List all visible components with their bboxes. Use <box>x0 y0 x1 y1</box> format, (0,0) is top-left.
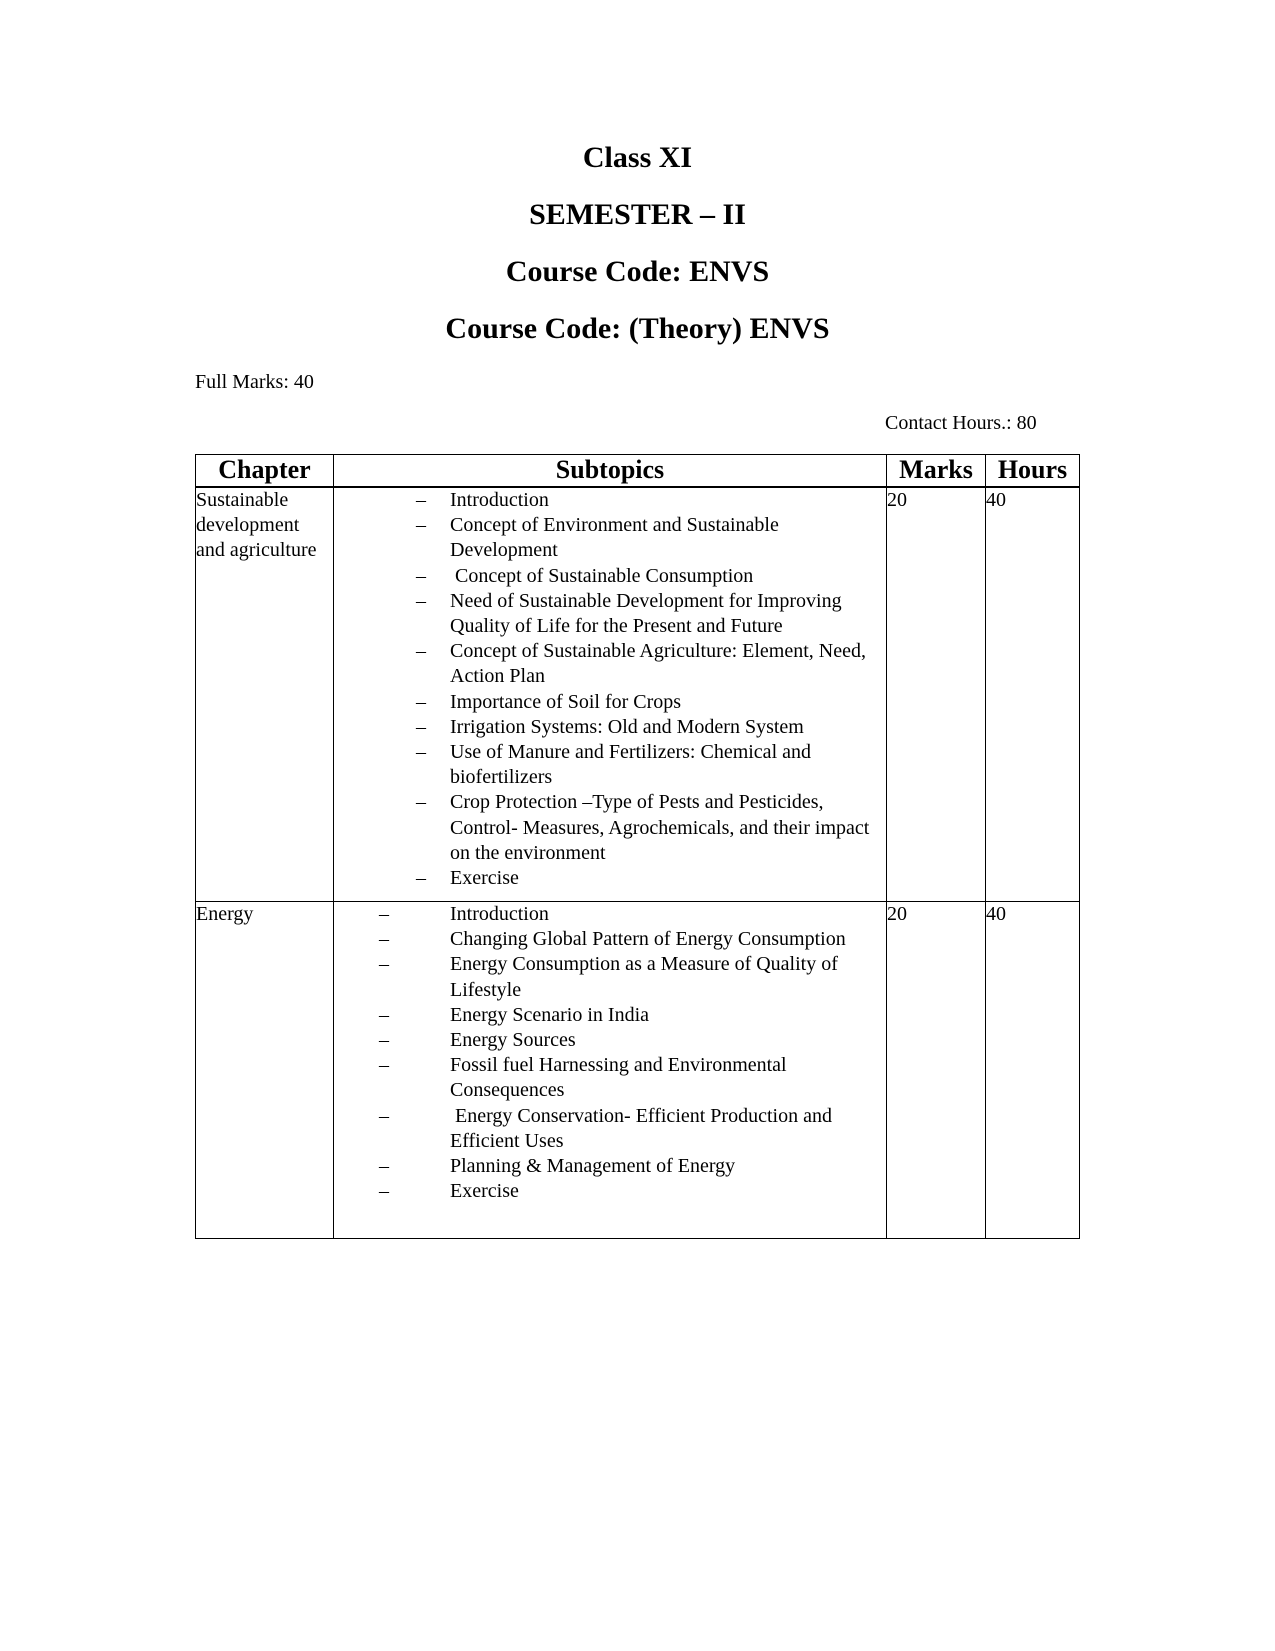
dash-bullet-icon: – <box>416 791 426 814</box>
header-chapter: Chapter <box>196 455 334 488</box>
course-code-title: Course Code: ENVS <box>505 255 770 288</box>
subtopic-item <box>334 927 886 952</box>
dash-bullet-icon: – <box>379 1029 389 1052</box>
table-row <box>196 487 1080 902</box>
subtopic-text: Crop Protection –Type of Pests and Pesticides, Control- Measures, Agrochemicals, and their impact on the environment <box>450 791 875 864</box>
hours-cell: 40 <box>986 487 1080 902</box>
subtopics-cell <box>334 487 887 902</box>
subtopic-item <box>334 1154 886 1179</box>
subtopics-cell <box>334 902 887 1239</box>
semester-title: SEMESTER – II <box>529 198 746 231</box>
chapter-cell: Energy <box>196 902 334 1239</box>
syllabus-table <box>195 454 1080 1239</box>
subtopic-text: Exercise <box>450 1180 519 1203</box>
subtopic-item <box>334 740 886 790</box>
header-hours: Hours <box>986 455 1080 488</box>
dash-bullet-icon: – <box>416 741 426 764</box>
dash-bullet-icon: – <box>379 1104 389 1127</box>
subtopic-item <box>334 488 886 513</box>
subtopic-text: Use of Manure and Fertilizers: Chemical and biofertilizers <box>450 741 816 789</box>
dash-bullet-icon: – <box>379 1003 389 1026</box>
subtopics-list <box>334 902 886 1204</box>
subtopic-text: Importance of Soil for Crops <box>450 690 682 713</box>
marks-cell: 20 <box>887 487 986 902</box>
subtopic-item <box>334 715 886 740</box>
subtopic-item <box>334 589 886 639</box>
dash-bullet-icon: – <box>416 690 426 713</box>
subtopic-text: Energy Consumption as a Measure of Quality of Lifestyle <box>450 953 843 1001</box>
table-header-row <box>196 455 1080 488</box>
hours-cell: 40 <box>986 902 1080 1239</box>
subtopic-item <box>334 952 886 1002</box>
subtopic-item <box>334 690 886 715</box>
header-subtopics: Subtopics <box>334 455 887 488</box>
subtopics-list <box>334 488 886 891</box>
dash-bullet-icon: – <box>379 953 389 976</box>
subtopic-item <box>334 1179 886 1204</box>
subtopic-item <box>334 866 886 891</box>
subtopic-item <box>334 1053 886 1103</box>
subtopic-item <box>334 1003 886 1028</box>
dash-bullet-icon: – <box>416 514 426 537</box>
subtopic-text: Energy Sources <box>450 1029 576 1052</box>
subtopic-item <box>334 564 886 589</box>
full-marks: Full Marks: 40 <box>195 371 314 393</box>
dash-bullet-icon: – <box>416 489 426 511</box>
table-row <box>196 902 1080 1239</box>
dash-bullet-icon: – <box>416 589 426 612</box>
dash-bullet-icon: – <box>379 928 389 951</box>
dash-bullet-icon: – <box>416 715 426 738</box>
subtopic-text: Introduction <box>450 903 549 925</box>
dash-bullet-icon: – <box>379 903 389 925</box>
subtopic-item <box>334 639 886 689</box>
dash-bullet-icon: – <box>416 564 426 587</box>
header-marks: Marks <box>887 455 986 488</box>
subtopic-text: Fossil fuel Harnessing and Environmental Consequences <box>450 1054 792 1102</box>
marks-cell: 20 <box>887 902 986 1239</box>
subtopic-item <box>334 790 886 866</box>
subtopic-text: Energy Scenario in India <box>450 1003 650 1026</box>
subtopic-item <box>334 902 886 927</box>
chapter-cell: Sustainable development and agriculture <box>196 487 334 902</box>
course-code-theory-title: Course Code: (Theory) ENVS <box>445 312 830 345</box>
subtopic-text: Concept of Sustainable Agriculture: Element, Need, Action Plan <box>450 640 870 688</box>
subtopic-text: Irrigation Systems: Old and Modern System <box>450 715 804 738</box>
dash-bullet-icon: – <box>379 1180 389 1203</box>
subtopic-item <box>334 1028 886 1053</box>
class-title: Class XI <box>582 141 693 174</box>
subtopic-text: Need of Sustainable Development for Improving Quality of Life for the Present and Future <box>450 589 847 638</box>
subtopic-text: Energy Conservation- Efficient Production and Efficient Uses <box>450 1104 837 1152</box>
subtopic-text: Planning & Management of Energy <box>450 1155 736 1178</box>
subtopic-text: Concept of Sustainable Consumption <box>450 564 754 587</box>
dash-bullet-icon: – <box>416 867 426 890</box>
subtopic-item <box>334 513 886 563</box>
dash-bullet-icon: – <box>379 1054 389 1077</box>
dash-bullet-icon: – <box>379 1155 389 1178</box>
subtopic-text: Changing Global Pattern of Energy Consumption <box>450 928 846 951</box>
subtopic-text: Exercise <box>450 867 519 890</box>
subtopic-item <box>334 1104 886 1154</box>
subtopic-text: Concept of Environment and Sustainable Development <box>450 514 784 562</box>
contact-hours: Contact Hours.: 80 <box>885 412 1037 434</box>
subtopic-text: Introduction <box>450 489 549 511</box>
dash-bullet-icon: – <box>416 640 426 663</box>
